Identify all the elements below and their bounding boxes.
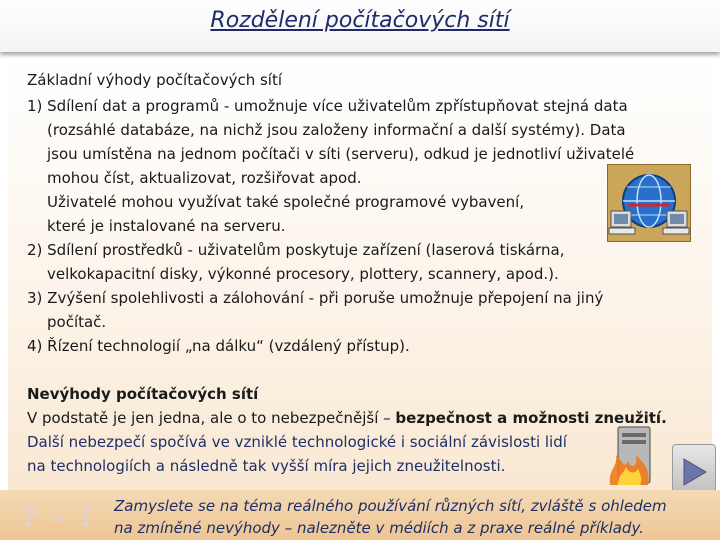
network-computers-icon	[607, 164, 691, 242]
advantages-line: které je instalované na serveru.	[47, 217, 286, 235]
disadvantages-line: na technologiích a následně tak vyšší míra jejich zneužitelnosti.	[27, 457, 506, 475]
advantages-line: počítač.	[47, 313, 107, 331]
footer-line: Zamyslete se na téma reálného používání různých sítí, zvláště s ohledem	[114, 497, 667, 515]
advantages-line: jsou umístěna na jednom počítači v síti (serveru), odkud je jednotliví uživatelé	[47, 145, 635, 163]
disadvantages-line: Další nebezpečí spočívá ve vzniklé technologické i sociální závislosti lidí	[27, 433, 567, 451]
advantages-line: 1) Sdílení dat a programů - umožnuje více uživatelům zpřístupňovat stejná data	[27, 97, 628, 115]
advantages-line: 4) Řízení technologií „na dálku“ (vzdálený přístup).	[27, 337, 410, 355]
disadvantages-heading: Nevýhody počítačových sítí	[27, 385, 259, 403]
computer-fire-icon	[606, 425, 660, 487]
advantages-line: velkokapacitní disky, výkonné procesory, plottery, scannery, apod.).	[47, 265, 559, 283]
footer-line: na zmíněné nevýhody – nalezněte v médiích a z praxe reálné příklady.	[114, 519, 644, 537]
advantages-line: Uživatelé mohou využívat také společné programové vybavení,	[47, 193, 525, 211]
advantages-line: 2) Sdílení prostředků - uživatelům poskytuje zařízení (laserová tiskárna,	[27, 241, 565, 259]
disadvantages-line	[27, 406, 667, 430]
advantages-line: (rozsáhlé databáze, na nichž jsou založeny informační a další systémy). Data	[47, 121, 626, 139]
page-title: Rozdělení počítačových sítí	[210, 8, 510, 33]
advantages-line: 3) Zvýšení spolehlivosti a zálohování - při poruše umožnuje přepojení na jiný	[27, 289, 604, 307]
advantages-heading: Základní výhody počítačových sítí	[27, 71, 282, 89]
question-exclamation-symbols: ? - !	[20, 500, 95, 535]
advantages-line: mohou číst, aktualizovat, rozšiřovat apod.	[47, 169, 362, 187]
disadvantages-line-start: V podstatě je jen jedna, ale o to nebezpečnější –	[27, 409, 396, 427]
next-arrow-icon	[682, 457, 708, 487]
disadvantages-line-bold: bezpečnost a možnosti zneužití.	[395, 409, 667, 427]
